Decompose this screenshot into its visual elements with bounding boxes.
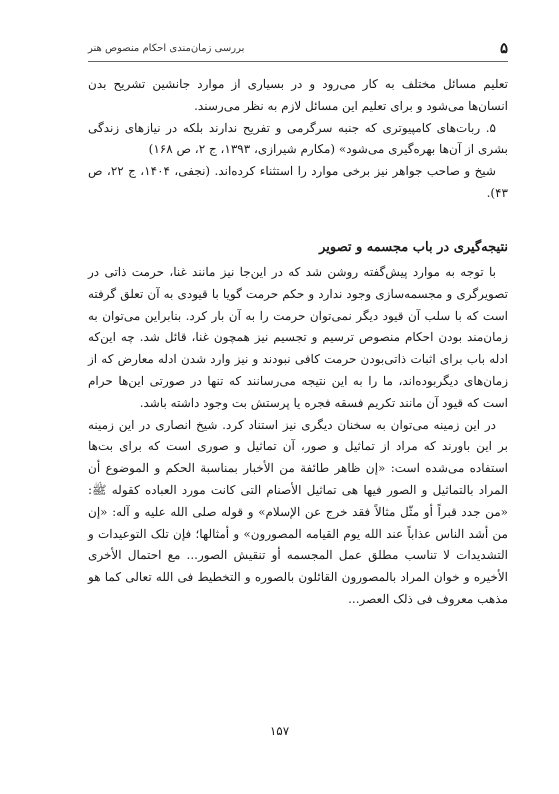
header-title: بررسی زمان‌مندی احکام منصوص هنر	[88, 42, 245, 54]
running-header	[88, 36, 508, 60]
body-section-1	[88, 74, 508, 205]
paragraph: با توجه به موارد پیش‌گفته روشن شد که در این‌جا نیز مانند غنا، حرمت ذاتی در تصویرگری و مجسمه‌سازی وجود ندارد و حکم حرمت گویا با قیودی به آن تعلق گرفته است که با سلب آن قیود دیگر نمی‌توان حرمت را به آن بار کرد. بنابراین می‌توان به زمان‌مند بودن احکام منصوص ترسیم و تجسیم نیز همچون غنا، قائل شد. چه این‌که ادله باب برای اثبات ذاتی‌بودن حرمت کافی نبودند و نیز وارد شدن ادله معارض که از زمان‌های دیگربوده‌اند، ما را به این نتیجه می‌رسانند که تنها در صورتی این‌ها حرام است که قیود آن مانند تکریم فسقه فجره یا پرستش بت وجود داشته باشد.	[88, 265, 508, 410]
body-section-2	[88, 262, 508, 611]
paragraph: تعلیم مسائل مختلف به کار می‌رود و در بسیاری از موارد جانشین تشریح بدن انسان‌ها می‌شود و برای تعلیم این مسائل لازم به نظر می‌رسند.	[88, 77, 508, 113]
paragraph: ۵. ربات‌های کامپیوتری که جنبه سرگرمی و تفریح ندارند بلکه در نیازهای زندگی بشری از آن‌ها بهره‌گیری می‌شود» (مکارم شیرازی، ۱۳۹۳، ج ۲، ص ۱۶۸)	[88, 120, 508, 157]
section-heading: نتیجه‌گیری در باب مجسمه و تصویر	[319, 240, 508, 255]
paragraph: در این زمینه می‌توان به سخنان دیگری نیز استناد کرد. شیخ انصاری در این زمینه بر این باورند که مراد از تماثیل و صور، آن تماثیل و صوری است که برای بت‌ها استفاده می‌شده است: «إن ظاهر طائفة من الأخبار بمناسبة الحکم و الموضوع أن المراد بالتماثیل و الصور فیها هی تماثیل الأصنام التی کانت مورد العباده کقوله ﷺ: «من جدد قبراً أو مثّل مثالاً فقد خرج عن الإسلام» و قوله صلی الله علیه و آله: «إن من أشد الناس عذاباً عند الله یوم القیامه المصورون» و أمثالها؛ فإن تلک التوعیدات و التشدیدات لا تناسب مطلق عمل المجسمه أو تنقیش الصور... مع احتمال الأخری الأخیره و خوان المراد بالمصورون القائلون بالصوره و التخطیط فی الله تعالی کما هو مذهب معروف فی ذلک العصر...	[88, 417, 508, 606]
header-page-marker: ۵	[499, 39, 508, 57]
header-divider	[88, 61, 508, 62]
page-number: ۱۵۷	[269, 724, 290, 738]
paragraph: شیخ و صاحب جواهر نیز برخی موارد را استثناء کرده‌اند. (نجفی، ۱۴۰۴، ج ۲۲، ص ۴۳).	[88, 164, 508, 200]
